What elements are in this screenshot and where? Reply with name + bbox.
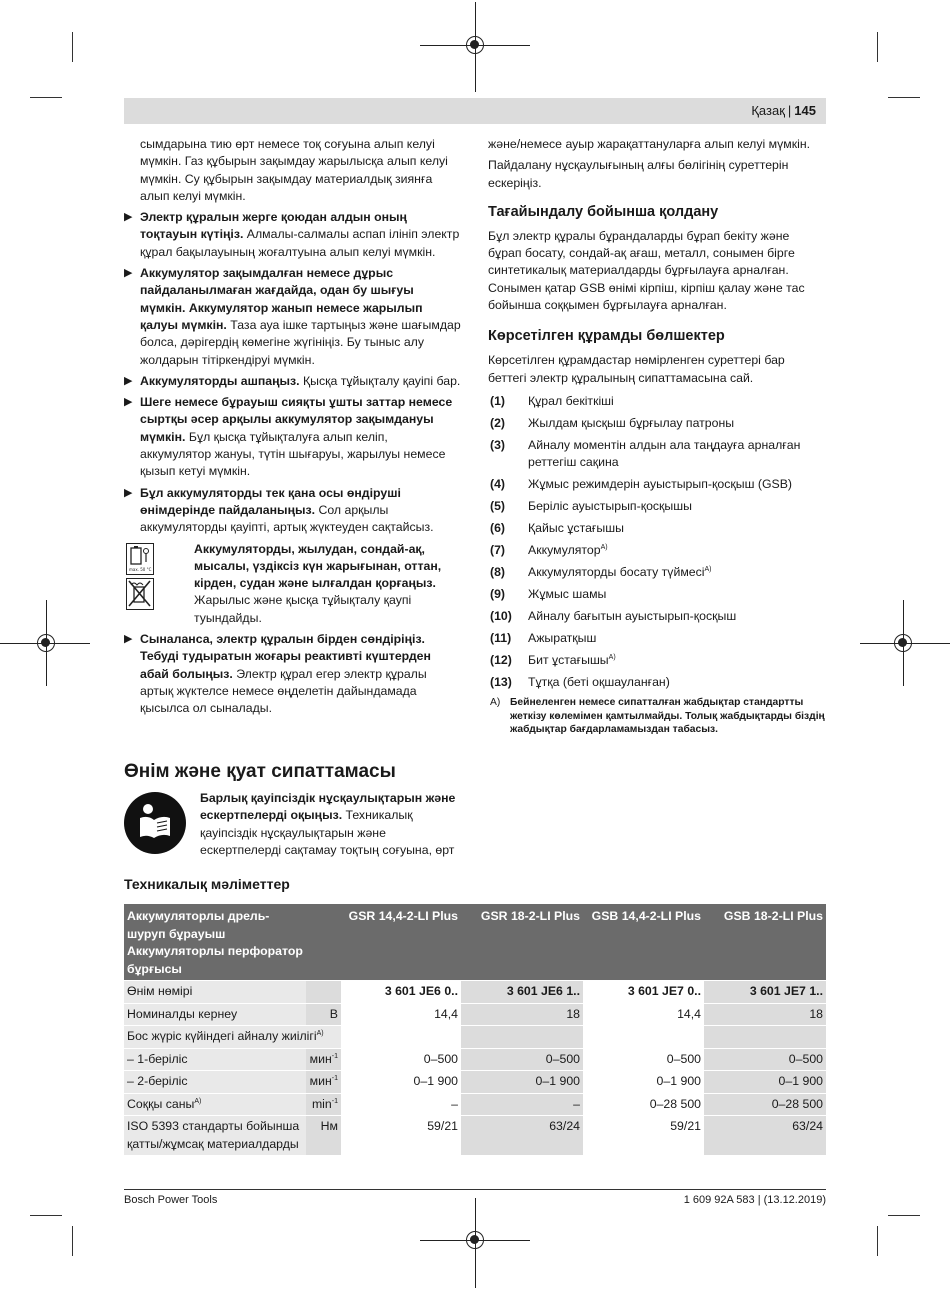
page-number: 145	[794, 103, 816, 118]
table-cell: 0–500	[704, 1048, 826, 1071]
part-label: Беріліс ауыстырып-қосқышы	[528, 499, 692, 514]
bullet-arrow-icon: ▶	[124, 633, 133, 646]
part-label: Айналу моментін алдын ала таңдауға арналған реттегіш сақина	[528, 437, 801, 470]
row-label: Өнім нөмірі	[124, 981, 306, 1004]
safety-bullet	[124, 373, 462, 390]
list-item	[488, 393, 826, 410]
footnote-text: Бейнеленген немесе сипатталған жабдықтар стандартты жеткізу көлемімен қамтылмайды. Толық жабдықтарды біздің жабдықтар бағдарламамыздан табасыз.	[510, 697, 825, 736]
part-number: (5)	[490, 499, 506, 514]
table-cell: 14,4	[583, 1003, 704, 1026]
icon-warning-text: Жарылыс және қысқа тұйықталу қаупі туындайды.	[194, 593, 412, 625]
safety-bullet	[124, 209, 462, 261]
table-cell: 3 601 JE6 0..	[341, 981, 461, 1004]
table-row	[124, 1048, 826, 1071]
list-item	[488, 437, 826, 472]
intro-paragraph: сымдарына тию өрт немесе тоқ соғуына алып келуі мүмкін. Газ құбырын зақымдау жарылысқа алып келуі мүмкін. Су құбырын зақымдау материалдық зиянға алып келуі мүмкін.	[140, 137, 448, 203]
footnote	[488, 696, 826, 737]
column-header-unit	[306, 904, 341, 981]
footnote-mark: A)	[490, 697, 501, 709]
left-column	[124, 136, 462, 722]
part-label: Бит ұстағышы	[528, 653, 609, 668]
bullet-text: Таза ауа ішке тартыңыз және шағымдар болса, дәрігердің көмегіне жүгініңіз. Бу тыныс алу жолдарын тітіркендіруі мүмкін.	[140, 317, 461, 367]
part-number: (7)	[490, 543, 506, 558]
table-cell: 0–1 900	[704, 1071, 826, 1094]
table-cell: 0–1 900	[341, 1071, 461, 1094]
unit-exponent: -1	[331, 1052, 338, 1060]
part-label: Айналу бағытын ауыстырып-қосқыш	[528, 609, 737, 624]
row-label: Номиналды кернеу	[124, 1003, 306, 1026]
bullet-bold: Сыналанса, электр құралын бірден сөндіріңіз. Тебуді тудыратын жоғары реактивті күштерден абай болыңыз.	[140, 632, 431, 681]
table-cell: 63/24	[704, 1116, 826, 1156]
read-manual-text: Техникалық қауіпсіздік нұсқаулықтарын және ескертпелерді сақтамау тоқтың соғуына, өрт	[200, 808, 455, 857]
bullet-text: Бұл қысқа тұйықталуға алып келіп, аккумулятор жануы, түтін шығаруы, жарылуы немесе қызып кетуі мүмкін.	[140, 429, 446, 479]
part-label: Тұтқа (беті оқшауланған)	[528, 675, 670, 690]
part-number: (3)	[490, 437, 506, 452]
table-cell	[704, 1026, 826, 1049]
unit-text: мин	[309, 1051, 332, 1066]
part-number: (2)	[490, 415, 506, 430]
crop-mark	[72, 1226, 73, 1256]
row-label: – 2-беріліс	[124, 1071, 306, 1094]
table-cell: 59/21	[583, 1116, 704, 1156]
table-cell: 0–1 900	[461, 1071, 583, 1094]
figure-note: Пайдалану нұсқаулығының алғы бөлігінің суреттерін ескеріңіз.	[488, 158, 789, 190]
list-item	[488, 652, 826, 669]
table-cell: 18	[461, 1003, 583, 1026]
list-item	[488, 476, 826, 493]
part-number: (9)	[490, 587, 506, 602]
part-number: (1)	[490, 393, 506, 408]
list-item	[488, 520, 826, 537]
page-header	[124, 98, 826, 124]
bullet-arrow-icon: ▶	[124, 267, 133, 280]
table-cell: 3 601 JE7 0..	[583, 981, 704, 1004]
table-cell	[583, 1026, 704, 1049]
unit-text: min	[311, 1096, 332, 1111]
table-cell: 59/21	[341, 1116, 461, 1156]
table-row	[124, 1003, 826, 1026]
unit-text: мин	[309, 1074, 332, 1088]
footer-doc-number: 1 609 92A 583 | (13.12.2019)	[683, 1194, 826, 1206]
temperature-label: max. 50 °C	[129, 566, 152, 572]
footnote-ref: A)	[600, 544, 608, 552]
table-cell	[341, 1026, 461, 1049]
row-label: ISO 5393 стандарты бойынша қатты/жұмсақ материалдарды	[124, 1116, 306, 1156]
table-row	[124, 1071, 826, 1094]
list-item	[488, 674, 826, 691]
safety-bullet	[124, 394, 462, 480]
footer-rule	[124, 1189, 826, 1190]
part-label: Қайыс ұстағышы	[528, 521, 624, 536]
bullet-arrow-icon: ▶	[124, 211, 133, 224]
bullet-arrow-icon: ▶	[124, 374, 133, 387]
table-cell: 18	[704, 1003, 826, 1026]
table-row	[124, 981, 826, 1004]
part-label: Аккумулятор	[528, 543, 601, 558]
row-label-text: Бос жүріс күйіндегі айналу жиілігі	[127, 1029, 317, 1043]
bullet-bold: Бұл аккумуляторды тек қана осы өндіруші өнімдерінде пайдаланыңыз.	[140, 485, 401, 517]
list-item	[488, 630, 826, 647]
crop-mark	[877, 1226, 878, 1256]
bullet-arrow-icon: ▶	[124, 486, 133, 499]
footer-brand: Bosch Power Tools	[124, 1194, 218, 1206]
heat-warning-icon	[126, 543, 154, 575]
bullet-arrow-icon: ▶	[124, 396, 133, 409]
table-cell: 0–28 500	[704, 1093, 826, 1116]
part-number: (12)	[490, 653, 512, 668]
row-unit	[306, 1071, 341, 1094]
right-column	[488, 136, 826, 737]
table-cell: 0–28 500	[583, 1093, 704, 1116]
part-number: (4)	[490, 477, 506, 492]
usage-text: Бұл электр құралы бұрандаларды бұрап бекіту және бұрап босату, сондай-ақ ағаш, металл, сонымен бірге синтетикалық материалдарды бұрғылауға арналған. Сонымен қатар GSB өнімі кірпіш, кірпіш қалау және тас бойынша соққымен бұрғылауға арналған.	[488, 228, 805, 313]
read-manual-block	[124, 790, 462, 859]
table-row	[124, 1116, 826, 1156]
part-number: (8)	[490, 565, 506, 580]
technical-data-table	[124, 904, 826, 1155]
read-manual-bold: Барлық қауіпсіздік нұсқаулықтарын және ескертпелерді оқыңыз.	[200, 791, 456, 823]
safety-bullet	[124, 265, 462, 369]
row-label	[124, 1026, 341, 1049]
part-number: (6)	[490, 521, 506, 536]
header-language: Қазақ	[751, 103, 785, 118]
unit-exponent: -1	[331, 1074, 338, 1082]
row-unit: Нм	[306, 1116, 341, 1156]
bullet-bold: Электр құралын жерге қоюдан алдын оның тоқтауын күтіңіз.	[140, 210, 407, 242]
part-label: Жұмыс шамы	[528, 587, 607, 602]
safety-bullet	[124, 485, 462, 537]
part-number: (13)	[490, 675, 512, 690]
table-cell: 3 601 JE7 1..	[704, 981, 826, 1004]
bullet-bold: Шеге немесе бұрауыш сияқты ұшты заттар немесе сыртқы әсер арқылы аккумулятор зақымдануы мүмкін.	[140, 395, 453, 444]
heat-water-warning	[124, 541, 462, 627]
table-cell: 63/24	[461, 1116, 583, 1156]
list-item	[488, 542, 826, 559]
part-number: (11)	[490, 631, 512, 646]
bullet-text: Қысқа тұйықталу қауіпі бар.	[299, 373, 461, 388]
table-cell	[461, 1026, 583, 1049]
table-cell: 0–500	[583, 1048, 704, 1071]
table-cell: –	[461, 1093, 583, 1116]
column-header-model: GSR 14,4-2-LI Plus	[341, 904, 461, 981]
table-cell: 0–500	[461, 1048, 583, 1071]
part-label: Құрал бекіткіші	[528, 393, 614, 408]
table-cell: 0–500	[341, 1048, 461, 1071]
footnote-ref: A)	[194, 1097, 202, 1105]
part-label: Ажыратқыш	[528, 631, 597, 646]
list-item	[488, 415, 826, 432]
unit-exponent: -1	[331, 1097, 338, 1105]
part-label: Жұмыс режимдерін ауыстырып-қосқыш (GSB)	[528, 477, 793, 492]
column-header-product: Аккумуляторлы дрель-шуруп бұрауыш Аккумуляторлы перфоратор бұрғысы	[124, 904, 306, 981]
crop-mark	[30, 97, 62, 98]
list-item	[488, 586, 826, 603]
table-cell: 3 601 JE6 1..	[461, 981, 583, 1004]
read-manual-icon	[124, 792, 186, 854]
table-header-row	[124, 904, 826, 981]
part-label: Жылдам қысқыш бұрғылау патроны	[528, 415, 735, 430]
row-unit	[306, 1048, 341, 1071]
bullet-text: Сол арқылы аккумуляторды қауіпті, артық жүктеуден сақтайсыз.	[140, 502, 434, 535]
table-cell: –	[341, 1093, 461, 1116]
row-label: – 1-беріліс	[124, 1048, 306, 1071]
bullet-bold: Аккумулятор зақымдалған немесе дұрыс пайдаланылмаған жағдайда, одан бу шығуы мүмкін. Аккумулятор жанып немесе жарылып қалуы мүмкін.	[140, 266, 423, 332]
table-row	[124, 1093, 826, 1116]
part-label: Аккумуляторды босату түймесі	[528, 565, 705, 580]
bullet-text: Электр құрал егер электр құралы артық жүктелсе немесе өңделетін дайындамада қысылса ол сыналады.	[140, 666, 427, 716]
row-unit: В	[306, 1003, 341, 1026]
footnote-ref: A)	[704, 566, 712, 574]
table-cell: 14,4	[341, 1003, 461, 1026]
bullet-bold: Аккумуляторды ашпаңыз.	[140, 373, 300, 388]
continuation-text: және/немесе ауыр жарақаттануларға алып келуі мүмкін.	[488, 137, 811, 151]
table-row	[124, 1026, 826, 1049]
crop-mark	[72, 32, 73, 62]
footnote-ref: A)	[316, 1029, 324, 1037]
no-water-icon	[126, 578, 154, 610]
technical-data-title: Техникалық мәліметтер	[124, 876, 290, 892]
parts-list	[488, 393, 826, 691]
components-intro: Көрсетілген құрамдастар нөмірленген суреттері бар беттегі электр құралының сипаттамасына сай.	[488, 353, 785, 385]
safety-bullet	[124, 631, 462, 717]
crop-mark	[888, 97, 920, 98]
list-item	[488, 608, 826, 625]
footnote-ref: A)	[608, 654, 616, 661]
icon-warning-bold: Аккумуляторды, жылудан, сондай-ақ, мысалы, үздіксіз күн жарығынан, оттан, кірден, судан және ылғалдан қорғаңыз.	[194, 541, 442, 591]
column-header-model: GSB 14,4-2-LI Plus	[583, 904, 704, 981]
crop-mark	[888, 1215, 920, 1216]
usage-title: Тағайындалу бойынша қолдану	[488, 203, 719, 220]
crop-mark	[30, 1215, 62, 1216]
row-unit	[306, 981, 341, 1004]
row-label	[124, 1093, 306, 1116]
list-item	[488, 564, 826, 581]
row-label-text: Соққы саны	[127, 1096, 195, 1111]
table-cell: 0–1 900	[583, 1071, 704, 1094]
components-title: Көрсетілген құрамды бөлшектер	[488, 328, 725, 345]
list-item	[488, 498, 826, 515]
header-text: Қазақ | 145	[751, 103, 816, 118]
part-number: (10)	[490, 609, 512, 624]
bullet-text: Алмалы-салмалы аспап ілініп электр құрал бақылауының жоғалтуына алып келуі мүмкін.	[140, 227, 460, 259]
column-header-model: GSB 18-2-LI Plus	[704, 904, 826, 981]
row-unit	[306, 1093, 341, 1116]
crop-mark	[877, 32, 878, 62]
section-title: Өнім және қуат сипаттамасы	[124, 761, 396, 782]
column-header-model: GSR 18-2-LI Plus	[461, 904, 583, 981]
